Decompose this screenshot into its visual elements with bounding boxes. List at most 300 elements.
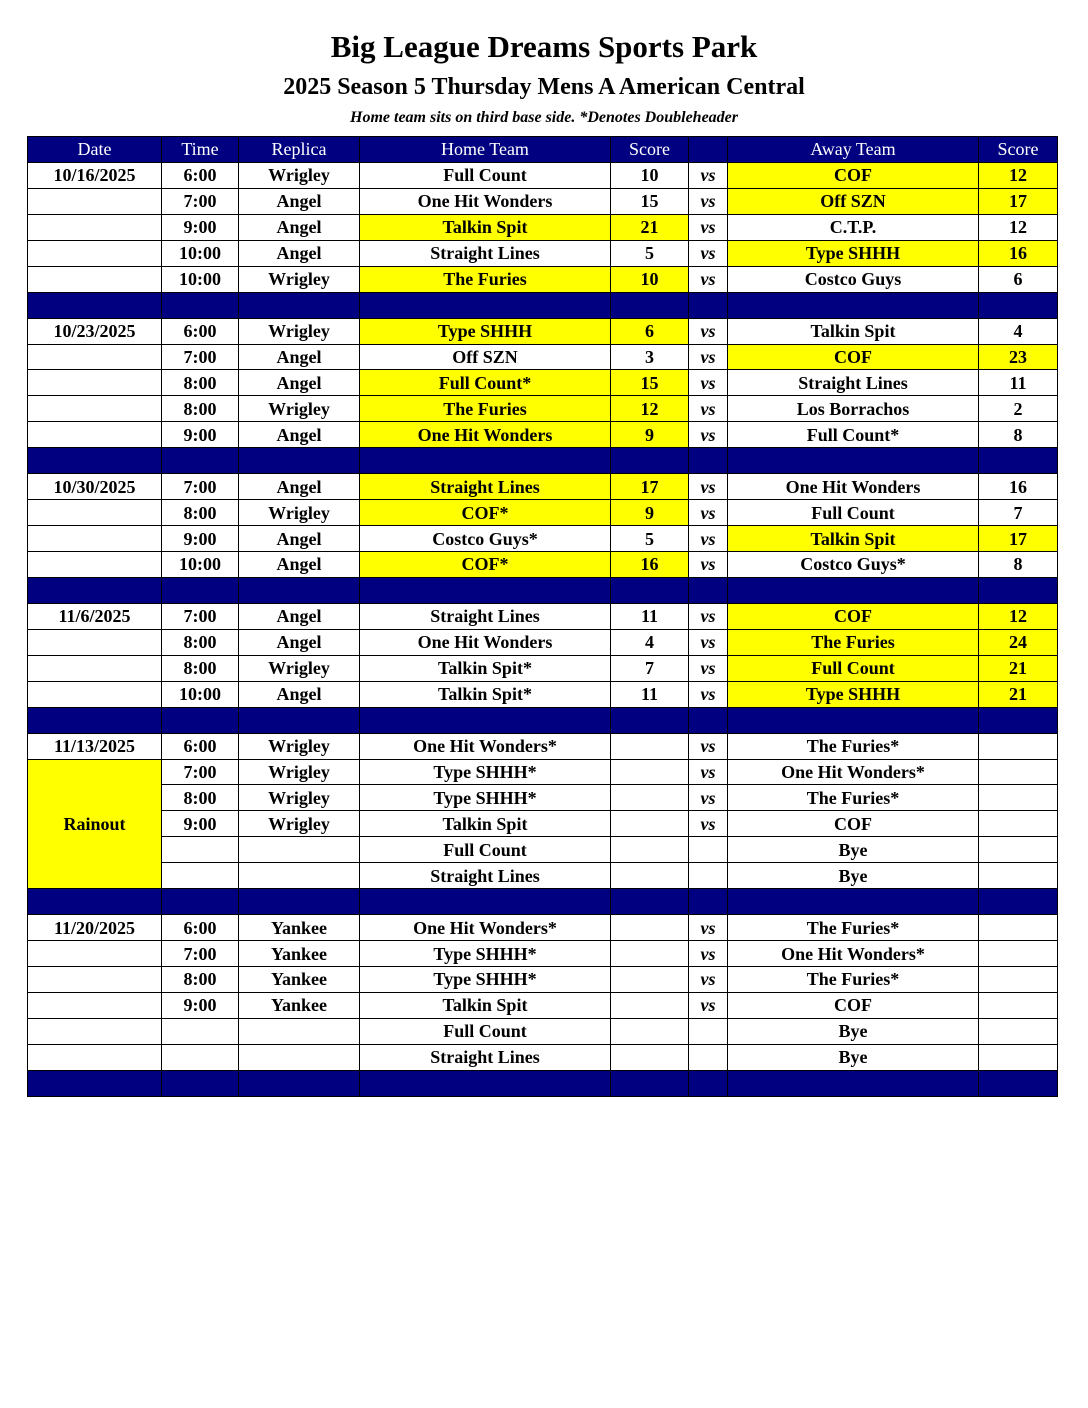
home-score-cell: 9 — [611, 500, 689, 526]
away-team-cell: Straight Lines — [728, 370, 979, 396]
time-cell: 8:00 — [162, 655, 239, 681]
time-cell: 7:00 — [162, 941, 239, 967]
date-cell — [28, 344, 162, 370]
separator-cell — [28, 448, 162, 474]
separator-cell — [728, 448, 979, 474]
separator-cell — [360, 292, 611, 318]
time-cell: 6:00 — [162, 733, 239, 759]
game-row — [28, 863, 1058, 889]
game-row — [28, 733, 1058, 759]
time-cell: 7:00 — [162, 603, 239, 629]
week-separator-row — [28, 448, 1058, 474]
away-score-cell — [979, 915, 1058, 941]
replica-cell: Wrigley — [239, 785, 360, 811]
away-score-cell: 8 — [979, 422, 1058, 448]
date-cell — [28, 396, 162, 422]
home-score-cell — [611, 837, 689, 863]
home-team-cell: Straight Lines — [360, 240, 611, 266]
vs-cell: vs — [689, 266, 728, 292]
separator-cell — [239, 448, 360, 474]
home-score-cell: 11 — [611, 603, 689, 629]
separator-cell — [360, 1070, 611, 1096]
replica-cell: Wrigley — [239, 759, 360, 785]
away-team-cell: Talkin Spit — [728, 526, 979, 552]
week-separator-row — [28, 707, 1058, 733]
date-cell — [28, 552, 162, 578]
game-row — [28, 214, 1058, 240]
home-team-cell: Straight Lines — [360, 474, 611, 500]
separator-cell — [979, 889, 1058, 915]
vs-cell: vs — [689, 759, 728, 785]
game-row — [28, 500, 1058, 526]
away-team-cell: Bye — [728, 837, 979, 863]
time-cell: 10:00 — [162, 240, 239, 266]
home-score-cell: 11 — [611, 681, 689, 707]
replica-cell: Wrigley — [239, 655, 360, 681]
replica-cell: Angel — [239, 681, 360, 707]
home-team-cell: COF* — [360, 552, 611, 578]
rainout-cell: Rainout — [28, 759, 162, 889]
date-cell — [28, 681, 162, 707]
vs-cell: vs — [689, 655, 728, 681]
separator-cell — [979, 707, 1058, 733]
vs-cell: vs — [689, 344, 728, 370]
home-score-cell: 21 — [611, 214, 689, 240]
schedule-table — [27, 136, 1058, 1097]
time-cell: 8:00 — [162, 967, 239, 993]
away-score-cell: 17 — [979, 526, 1058, 552]
time-cell: 6:00 — [162, 162, 239, 188]
game-row — [28, 655, 1058, 681]
separator-cell — [28, 889, 162, 915]
separator-cell — [239, 577, 360, 603]
away-team-cell: Off SZN — [728, 188, 979, 214]
replica-cell: Angel — [239, 344, 360, 370]
away-score-cell — [979, 863, 1058, 889]
date-cell — [28, 214, 162, 240]
vs-cell: vs — [689, 967, 728, 993]
replica-cell: Wrigley — [239, 811, 360, 837]
game-row — [28, 837, 1058, 863]
separator-cell — [162, 707, 239, 733]
separator-cell — [28, 577, 162, 603]
schedule-body — [28, 162, 1058, 1096]
time-cell: 9:00 — [162, 526, 239, 552]
vs-cell: vs — [689, 552, 728, 578]
date-cell — [28, 992, 162, 1018]
home-team-cell: One Hit Wonders* — [360, 915, 611, 941]
game-row — [28, 603, 1058, 629]
game-row — [28, 266, 1058, 292]
home-team-cell: Full Count* — [360, 370, 611, 396]
separator-cell — [728, 1070, 979, 1096]
home-score-cell: 16 — [611, 552, 689, 578]
date-cell — [28, 500, 162, 526]
replica-cell: Wrigley — [239, 162, 360, 188]
week-separator-row — [28, 292, 1058, 318]
time-cell: 9:00 — [162, 214, 239, 240]
separator-cell — [728, 707, 979, 733]
separator-cell — [239, 889, 360, 915]
separator-cell — [162, 448, 239, 474]
date-cell — [28, 422, 162, 448]
away-team-cell: Type SHHH — [728, 681, 979, 707]
game-row — [28, 681, 1058, 707]
game-row — [28, 811, 1058, 837]
away-team-cell: One Hit Wonders — [728, 474, 979, 500]
away-team-cell: Talkin Spit — [728, 318, 979, 344]
header-row — [28, 137, 1058, 163]
away-team-cell: COF — [728, 162, 979, 188]
home-score-cell — [611, 733, 689, 759]
date-cell — [28, 941, 162, 967]
home-team-cell: One Hit Wonders — [360, 422, 611, 448]
away-score-cell — [979, 941, 1058, 967]
away-team-cell: COF — [728, 344, 979, 370]
home-score-cell: 10 — [611, 266, 689, 292]
time-cell — [162, 863, 239, 889]
away-team-cell: COF — [728, 603, 979, 629]
vs-cell: vs — [689, 811, 728, 837]
home-team-cell: One Hit Wonders — [360, 629, 611, 655]
away-score-cell: 17 — [979, 188, 1058, 214]
replica-cell: Yankee — [239, 992, 360, 1018]
game-row — [28, 526, 1058, 552]
separator-cell — [689, 448, 728, 474]
vs-cell: vs — [689, 785, 728, 811]
game-row — [28, 396, 1058, 422]
away-team-cell: One Hit Wonders* — [728, 759, 979, 785]
home-score-cell — [611, 915, 689, 941]
col-header-home-team: Home Team — [360, 137, 611, 163]
col-header-away-team: Away Team — [728, 137, 979, 163]
home-score-cell: 7 — [611, 655, 689, 681]
replica-cell: Angel — [239, 188, 360, 214]
date-cell — [28, 188, 162, 214]
vs-cell: vs — [689, 396, 728, 422]
away-score-cell: 4 — [979, 318, 1058, 344]
col-header-time: Time — [162, 137, 239, 163]
date-cell — [28, 1018, 162, 1044]
time-cell — [162, 1044, 239, 1070]
home-team-cell: Talkin Spit — [360, 992, 611, 1018]
vs-cell: vs — [689, 500, 728, 526]
away-score-cell: 21 — [979, 681, 1058, 707]
separator-cell — [689, 1070, 728, 1096]
date-cell: 10/23/2025 — [28, 318, 162, 344]
home-score-cell: 10 — [611, 162, 689, 188]
game-row — [28, 188, 1058, 214]
away-score-cell — [979, 837, 1058, 863]
home-team-cell: Off SZN — [360, 344, 611, 370]
game-row — [28, 629, 1058, 655]
separator-cell — [611, 292, 689, 318]
game-row — [28, 552, 1058, 578]
date-cell — [28, 240, 162, 266]
away-score-cell: 8 — [979, 552, 1058, 578]
away-score-cell — [979, 811, 1058, 837]
home-score-cell — [611, 967, 689, 993]
home-team-cell: One Hit Wonders* — [360, 733, 611, 759]
week-separator-row — [28, 889, 1058, 915]
separator-cell — [28, 1070, 162, 1096]
home-score-cell — [611, 811, 689, 837]
away-score-cell: 16 — [979, 240, 1058, 266]
vs-cell: vs — [689, 603, 728, 629]
home-score-cell — [611, 992, 689, 1018]
time-cell: 8:00 — [162, 370, 239, 396]
time-cell: 10:00 — [162, 681, 239, 707]
replica-cell: Wrigley — [239, 318, 360, 344]
game-row — [28, 759, 1058, 785]
home-team-cell: The Furies — [360, 396, 611, 422]
home-team-cell: Talkin Spit* — [360, 655, 611, 681]
home-team-cell: One Hit Wonders — [360, 188, 611, 214]
vs-cell: vs — [689, 188, 728, 214]
away-team-cell: Bye — [728, 1018, 979, 1044]
time-cell: 9:00 — [162, 811, 239, 837]
vs-cell: vs — [689, 370, 728, 396]
vs-cell: vs — [689, 214, 728, 240]
date-cell — [28, 629, 162, 655]
away-team-cell: The Furies* — [728, 967, 979, 993]
game-row — [28, 1044, 1058, 1070]
game-row — [28, 967, 1058, 993]
separator-cell — [611, 1070, 689, 1096]
time-cell: 7:00 — [162, 474, 239, 500]
date-cell — [28, 370, 162, 396]
date-cell — [28, 655, 162, 681]
away-score-cell — [979, 1044, 1058, 1070]
separator-cell — [360, 577, 611, 603]
home-team-cell: Talkin Spit — [360, 811, 611, 837]
replica-cell: Angel — [239, 474, 360, 500]
time-cell: 9:00 — [162, 992, 239, 1018]
separator-cell — [979, 292, 1058, 318]
game-row — [28, 915, 1058, 941]
separator-cell — [360, 707, 611, 733]
separator-cell — [162, 889, 239, 915]
home-score-cell: 6 — [611, 318, 689, 344]
date-cell — [28, 1044, 162, 1070]
separator-cell — [162, 577, 239, 603]
away-team-cell: One Hit Wonders* — [728, 941, 979, 967]
separator-cell — [689, 577, 728, 603]
away-score-cell: 7 — [979, 500, 1058, 526]
separator-cell — [162, 292, 239, 318]
separator-cell — [611, 448, 689, 474]
home-score-cell — [611, 759, 689, 785]
away-score-cell — [979, 785, 1058, 811]
away-team-cell: Bye — [728, 863, 979, 889]
time-cell: 9:00 — [162, 422, 239, 448]
time-cell: 7:00 — [162, 188, 239, 214]
separator-cell — [689, 707, 728, 733]
away-team-cell: COF — [728, 811, 979, 837]
replica-cell: Wrigley — [239, 396, 360, 422]
date-cell — [28, 967, 162, 993]
col-header-vs — [689, 137, 728, 163]
time-cell: 7:00 — [162, 759, 239, 785]
game-row — [28, 162, 1058, 188]
home-score-cell — [611, 863, 689, 889]
vs-cell: vs — [689, 240, 728, 266]
replica-cell: Angel — [239, 240, 360, 266]
away-team-cell: Full Count* — [728, 422, 979, 448]
time-cell: 8:00 — [162, 629, 239, 655]
separator-cell — [239, 292, 360, 318]
replica-cell: Wrigley — [239, 266, 360, 292]
replica-cell: Yankee — [239, 941, 360, 967]
away-team-cell: Los Borrachos — [728, 396, 979, 422]
separator-cell — [611, 577, 689, 603]
home-team-cell: Straight Lines — [360, 603, 611, 629]
away-team-cell: Full Count — [728, 500, 979, 526]
vs-cell — [689, 863, 728, 889]
home-team-cell: The Furies — [360, 266, 611, 292]
game-row — [28, 370, 1058, 396]
game-row — [28, 422, 1058, 448]
vs-cell: vs — [689, 318, 728, 344]
home-score-cell: 5 — [611, 240, 689, 266]
game-row — [28, 344, 1058, 370]
page-title: Big League Dreams Sports Park — [330, 29, 758, 64]
time-cell: 7:00 — [162, 344, 239, 370]
replica-cell: Wrigley — [239, 500, 360, 526]
away-score-cell — [979, 1018, 1058, 1044]
replica-cell: Yankee — [239, 915, 360, 941]
away-score-cell — [979, 733, 1058, 759]
away-team-cell: Type SHHH — [728, 240, 979, 266]
away-team-cell: C.T.P. — [728, 214, 979, 240]
time-cell: 8:00 — [162, 785, 239, 811]
separator-cell — [239, 707, 360, 733]
replica-cell — [239, 1044, 360, 1070]
away-team-cell: The Furies* — [728, 915, 979, 941]
game-row — [28, 240, 1058, 266]
home-team-cell: Full Count — [360, 1018, 611, 1044]
date-cell: 11/20/2025 — [28, 915, 162, 941]
separator-cell — [728, 889, 979, 915]
vs-cell — [689, 1044, 728, 1070]
away-score-cell: 12 — [979, 162, 1058, 188]
home-team-cell: Talkin Spit* — [360, 681, 611, 707]
date-cell: 10/16/2025 — [28, 162, 162, 188]
separator-cell — [689, 889, 728, 915]
home-score-cell: 9 — [611, 422, 689, 448]
home-score-cell: 4 — [611, 629, 689, 655]
time-cell: 6:00 — [162, 915, 239, 941]
separator-cell — [360, 889, 611, 915]
game-row — [28, 318, 1058, 344]
vs-cell — [689, 837, 728, 863]
separator-cell — [162, 1070, 239, 1096]
week-separator-row — [28, 577, 1058, 603]
game-row — [28, 785, 1058, 811]
replica-cell: Wrigley — [239, 733, 360, 759]
away-team-cell: The Furies — [728, 629, 979, 655]
replica-cell: Angel — [239, 214, 360, 240]
date-cell — [28, 526, 162, 552]
away-team-cell: Full Count — [728, 655, 979, 681]
col-header-away-score: Score — [979, 137, 1058, 163]
away-score-cell: 12 — [979, 603, 1058, 629]
away-score-cell: 21 — [979, 655, 1058, 681]
game-row — [28, 992, 1058, 1018]
separator-cell — [28, 707, 162, 733]
away-score-cell: 6 — [979, 266, 1058, 292]
separator-cell — [728, 292, 979, 318]
vs-cell: vs — [689, 422, 728, 448]
replica-cell: Angel — [239, 526, 360, 552]
time-cell: 8:00 — [162, 396, 239, 422]
home-team-cell: Talkin Spit — [360, 214, 611, 240]
time-cell: 8:00 — [162, 500, 239, 526]
vs-cell: vs — [689, 992, 728, 1018]
home-score-cell: 3 — [611, 344, 689, 370]
away-score-cell: 23 — [979, 344, 1058, 370]
vs-cell — [689, 1018, 728, 1044]
time-cell: 6:00 — [162, 318, 239, 344]
vs-cell: vs — [689, 941, 728, 967]
home-score-cell: 12 — [611, 396, 689, 422]
home-team-cell: COF* — [360, 500, 611, 526]
game-row — [28, 1018, 1058, 1044]
home-team-cell: Straight Lines — [360, 863, 611, 889]
time-cell — [162, 1018, 239, 1044]
time-cell: 10:00 — [162, 552, 239, 578]
replica-cell — [239, 1018, 360, 1044]
away-score-cell: 12 — [979, 214, 1058, 240]
home-team-cell: Full Count — [360, 837, 611, 863]
vs-cell: vs — [689, 162, 728, 188]
page-subtitle: 2025 Season 5 Thursday Mens A American Central — [283, 74, 805, 100]
col-header-replica: Replica — [239, 137, 360, 163]
away-score-cell — [979, 992, 1058, 1018]
time-cell: 10:00 — [162, 266, 239, 292]
vs-cell: vs — [689, 915, 728, 941]
home-score-cell — [611, 1018, 689, 1044]
date-cell: 10/30/2025 — [28, 474, 162, 500]
home-score-cell: 15 — [611, 370, 689, 396]
away-team-cell: Costco Guys* — [728, 552, 979, 578]
replica-cell: Yankee — [239, 967, 360, 993]
replica-cell: Angel — [239, 603, 360, 629]
home-team-cell: Straight Lines — [360, 1044, 611, 1070]
home-score-cell: 15 — [611, 188, 689, 214]
date-cell: 11/13/2025 — [28, 733, 162, 759]
home-team-cell: Type SHHH* — [360, 941, 611, 967]
vs-cell: vs — [689, 733, 728, 759]
separator-cell — [611, 889, 689, 915]
vs-cell: vs — [689, 629, 728, 655]
replica-cell — [239, 837, 360, 863]
away-score-cell: 11 — [979, 370, 1058, 396]
home-score-cell: 17 — [611, 474, 689, 500]
vs-cell: vs — [689, 474, 728, 500]
separator-cell — [979, 448, 1058, 474]
replica-cell: Angel — [239, 552, 360, 578]
col-header-home-score: Score — [611, 137, 689, 163]
separator-cell — [611, 707, 689, 733]
home-team-cell: Costco Guys* — [360, 526, 611, 552]
home-score-cell — [611, 785, 689, 811]
date-cell — [28, 266, 162, 292]
away-team-cell: Costco Guys — [728, 266, 979, 292]
away-score-cell — [979, 759, 1058, 785]
replica-cell: Angel — [239, 422, 360, 448]
date-cell: 11/6/2025 — [28, 603, 162, 629]
